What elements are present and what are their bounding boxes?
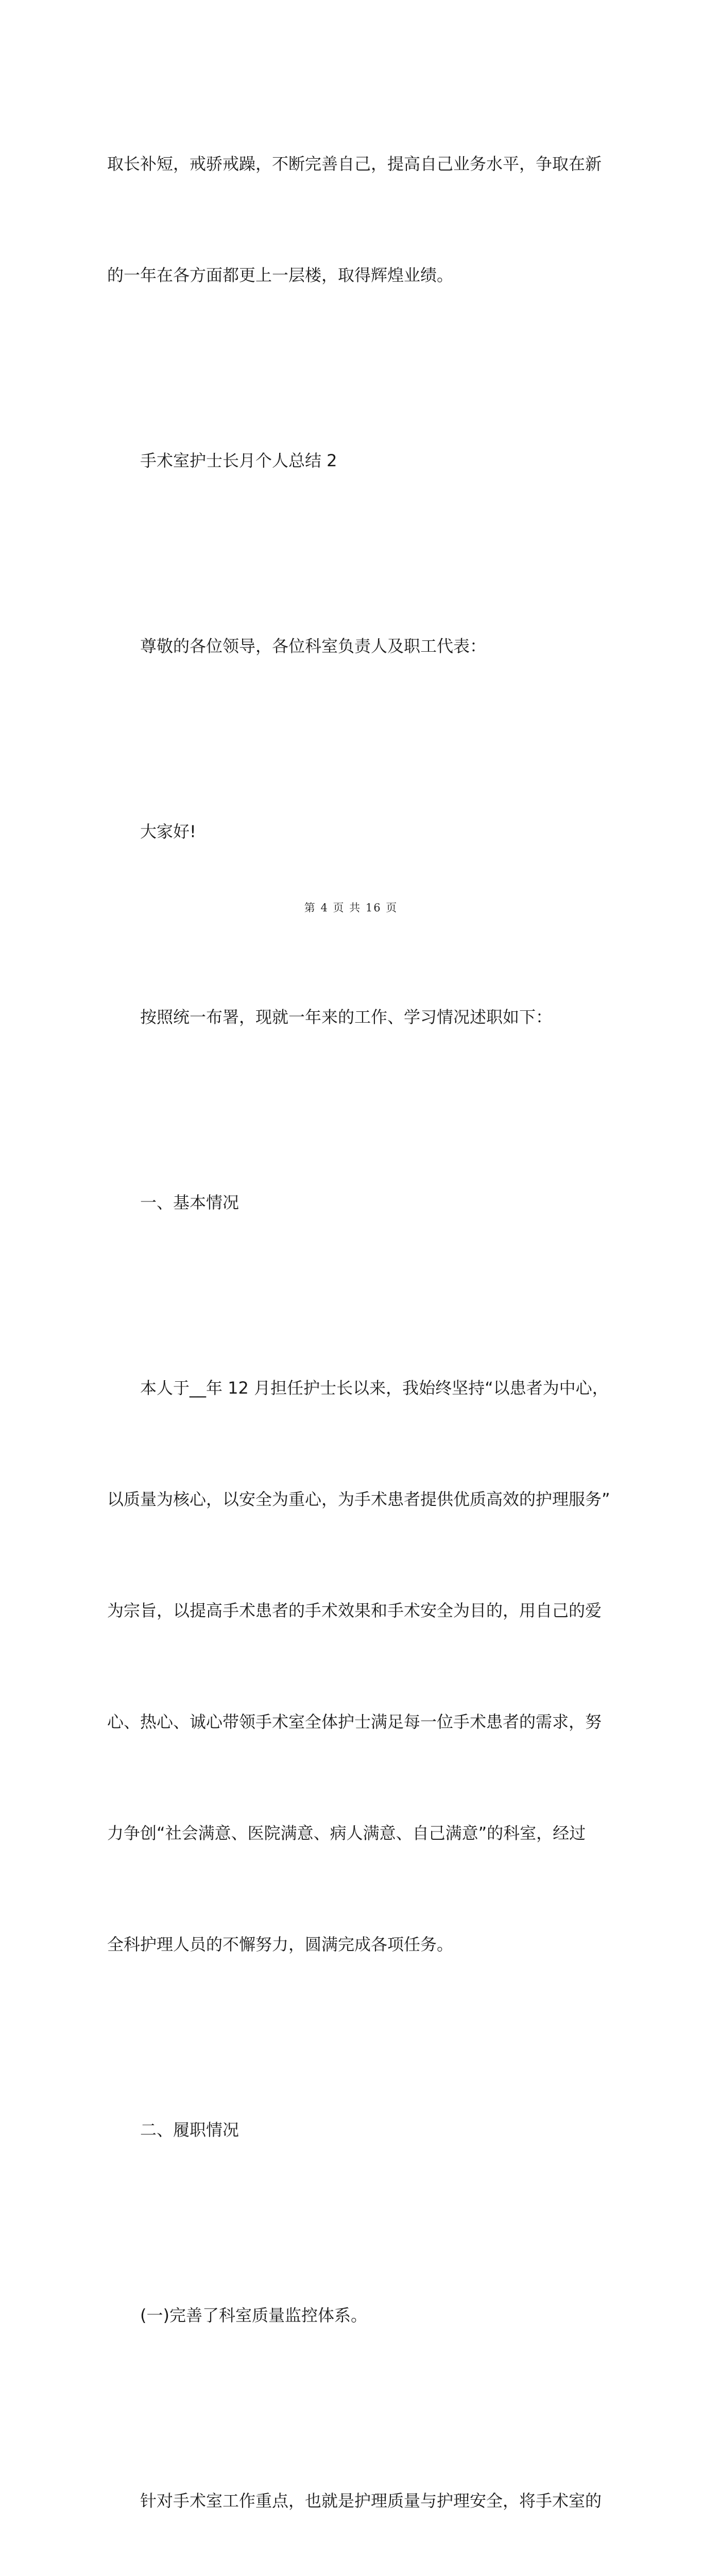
text-line: 大家好!	[140, 822, 196, 841]
text-line: 取长补短，戒骄戒躁，不断完善自己，提高自己业务水平，争取在新	[107, 154, 602, 174]
paragraph	[107, 924, 612, 1110]
paragraph	[107, 2408, 612, 2576]
section-heading	[107, 368, 612, 553]
section-heading	[107, 1110, 612, 1295]
page-number-footer: 第 4 页 共 16 页	[304, 902, 398, 914]
greeting	[107, 739, 612, 924]
paragraph	[107, 1295, 612, 2037]
text-line: 二、履职情况	[140, 2120, 239, 2140]
text-line: 的一年在各方面都更上一层楼，取得辉煌业绩。	[107, 265, 454, 285]
text-line: 心、热心、诚心带领手术室全体护士满足每一位手术患者的需求，努	[107, 1712, 602, 1732]
text-line: 一、基本情况	[140, 1193, 239, 1212]
text-line: 力争创“社会满意、医院满意、病人满意、自己满意”的科室，经过	[107, 1823, 586, 1843]
salutation	[107, 553, 612, 739]
text-line: 尊敬的各位领导，各位科室负责人及职工代表：	[140, 636, 487, 656]
subsection-heading	[107, 2223, 612, 2408]
text-line: (一)完善了科室质量监控体系。	[140, 2306, 367, 2325]
section-heading	[107, 2037, 612, 2223]
text-line: 本人于__年 12 月担任护士长以来，我始终坚持“以患者为中心，	[140, 1378, 609, 1398]
text-line: 手术室护士长月个人总结 2	[140, 451, 337, 470]
text-line: 为宗旨，以提高手术患者的手术效果和手术安全为目的，用自己的爱	[107, 1601, 602, 1620]
paragraph	[107, 71, 612, 368]
text-line: 全科护理人员的不懈努力，圆满完成各项任务。	[107, 1935, 454, 1954]
text-line: 以质量为核心，以安全为重心，为手术患者提供优质高效的护理服务”	[107, 1489, 610, 1509]
text-line: 按照统一布署，现就一年来的工作、学习情况述职如下：	[140, 1007, 553, 1027]
document-body	[107, 71, 612, 2576]
text-line: 针对手术室工作重点，也就是护理质量与护理安全，将手术室的	[140, 2491, 602, 2511]
